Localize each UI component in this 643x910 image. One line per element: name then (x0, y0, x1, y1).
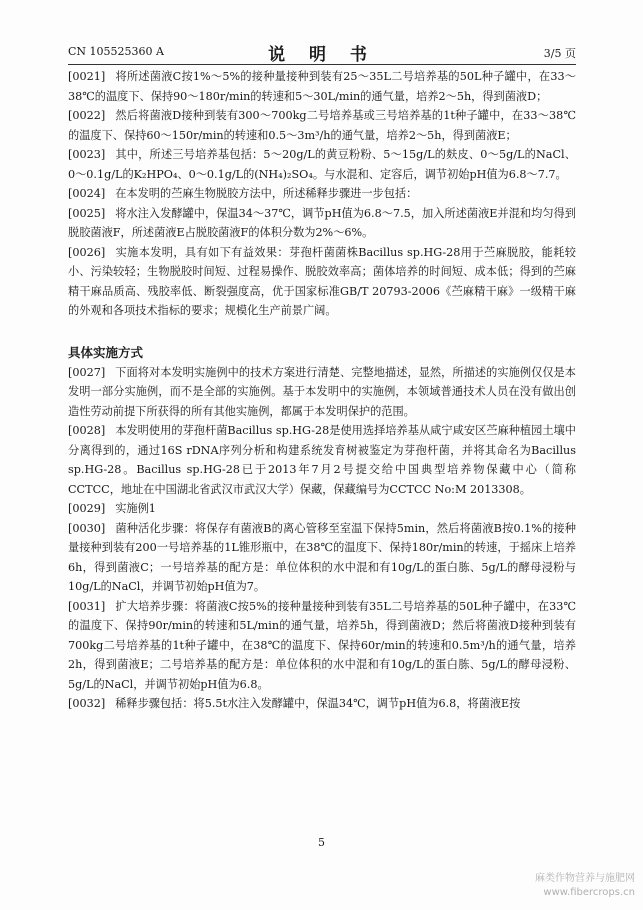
paragraph-text: 下面将对本发明实施例中的技术方案进行清楚、完整地描述，显然，所描述的实施例仅仅是本发明一部分实施例，而不是全部的实施例。基于本发明中的实施例，本领域普通技术人员在没有做出创造性劳动前提下所获得的所有其他实施例，都属于本发明保护的范围。 (68, 365, 576, 418)
paragraphs-top (68, 67, 576, 321)
paragraph-text: 其中，所述三号培养基包括：5～20g/L的黄豆粉粉、5～15g/L的麸皮、0～5g/L的NaCl、0～0.1g/L的K₂HPO₄、0～0.1g/L的(NH₄)₂SO₄。与水混和、定容后，调节初始pH值为6.8～7.7。 (68, 148, 576, 181)
paragraph (68, 184, 576, 204)
paragraph-text: 在本发明的苎麻生物脱胶方法中，所述稀释步骤进一步包括： (115, 187, 418, 200)
paragraph-text: 菌种活化步骤：将保存有菌液B的离心管移至室温下保持5min，然后将菌液B按0.1%的接种量接种到装有200一号培养基的1L锥形瓶中，在38℃的温度下、保持180r/min的转速，于摇床上培养6h，得到菌液C；一号培养基的配方是：单位体积的水中混和有10g/L的蛋白胨、5g/L的酵母浸粉与10g/L的NaCl，并调节初始pH值为7。 (68, 521, 576, 593)
paragraph-number: [0021] (68, 70, 106, 83)
paragraph-text: 扩大培养步骤：将菌液C按5%的接种量接种到装有35L二号培养基的50L种子罐中，在33℃的温度下、保持90r/min的转速和5L/min的通气量，培养5h，得到菌液D；然后将菌液D接种到装有700kg二号培养基的1t种子罐中，在38℃的温度下、保持60r/min的转速和0.5m³/h的通气量，培养2h，得到菌液E；二号培养基的配方是：单位体积的水中混和有10g/L的蛋白胨、5g/L的酵母浸粉、5g/L的NaCl，并调节初始pH值为6.8。 (68, 599, 576, 691)
paragraph (68, 106, 576, 145)
paragraph (68, 499, 576, 519)
paragraph (68, 243, 576, 321)
paragraph (68, 519, 576, 597)
document-title: 说 明 书 (268, 45, 376, 65)
page-number: 5 (318, 836, 325, 849)
paragraph-number: [0032] (68, 697, 106, 710)
paragraph-number: [0024] (68, 187, 106, 200)
watermark-url: www.fibercrops.cn (543, 887, 635, 898)
paragraph-text: 将所述菌液C按1%～5%的接种量接种到装有25～35L二号培养基的50L种子罐中，在33～38℃的温度下、保持90～180r/min的转速和5～30L/min的通气量，培养2～5h，得到菌液D； (68, 70, 576, 103)
paragraph (68, 363, 576, 422)
paragraph-number: [0029] (68, 502, 106, 515)
paragraph (68, 597, 576, 695)
paragraph-text: 稀释步骤包括：将5.5t水注入发酵罐中，保温34℃，调节pH值为6.8，将菌液E按 (115, 697, 521, 710)
page-header (68, 40, 576, 64)
paragraph-text: 实施本发明，具有如下有益效果：芽孢杆菌菌株Bacillus sp.HG-28用于苎麻脱胶，能耗较小、污染较轻；生物脱胶时间短、过程易操作、脱胶效率高；菌体培养的时间短、成本低；得到的苎麻精干麻品质高、残胶率低、断裂强度高，优于国家标准GB/T 20793-2006《苎麻精干麻》一级精干麻的外观和各项技术指标的要求；规模化生产前景广阔。 (68, 245, 576, 317)
section-heading: 具体实施方式 (68, 344, 144, 360)
paragraph-number: [0028] (68, 424, 106, 437)
paragraph-text: 然后将菌液D接种到装有300～700kg二号培养基或三号培养基的1t种子罐中，在33～38℃的温度下、保持60～150r/min的转速和0.5～3m³/h的通气量，培养2～5h，得到菌液E； (68, 109, 576, 142)
paragraph (68, 204, 576, 243)
paragraph-number: [0022] (68, 109, 106, 122)
paragraph (68, 145, 576, 184)
paragraph (68, 67, 576, 106)
paragraph-number: [0031] (68, 599, 106, 613)
watermark-site-name: 麻类作物营养与施肥网 (535, 873, 635, 884)
paragraph-text: 实施例1 (115, 502, 156, 515)
paragraph-number: [0023] (68, 148, 106, 161)
header-rule (68, 64, 576, 65)
paragraph (68, 421, 576, 499)
page-indicator: 3/5 页 (543, 47, 576, 60)
paragraph-number: [0030] (68, 521, 106, 535)
paragraphs-bottom (68, 363, 576, 714)
paragraph-number: [0025] (68, 206, 106, 220)
document-body (68, 67, 576, 714)
paragraph-text: 本发明使用的芽孢杆菌Bacillus sp.HG-28是使用选择培养基从咸宁咸安区苎麻种植园土壤中分离得到的，通过16S rDNA序列分析和构建系统发育树被鉴定为芽孢杆菌，并将其命名为Bacillus sp.HG-28。Bacillus sp.HG-28已于2013年7月2号提交给中国典型培养物保藏中心（简称CCTCC，地址在中国湖北省武汉市武汉大学）保藏，保藏编号为CCTCC No:M 2013308。 (68, 424, 576, 496)
paragraph-number: [0027] (68, 365, 106, 379)
paragraph-number: [0026] (68, 245, 106, 259)
paragraph-text: 将水注入发酵罐中，保温34～37℃，调节pH值为6.8～7.5，加入所述菌液E并混和均匀得到脱胶菌液F，所述菌液E占脱胶菌液F的体积分数为2%～6%。 (68, 206, 576, 239)
watermark (535, 872, 635, 900)
paragraph (68, 694, 576, 714)
patent-number: CN 105525360 A (68, 45, 164, 58)
